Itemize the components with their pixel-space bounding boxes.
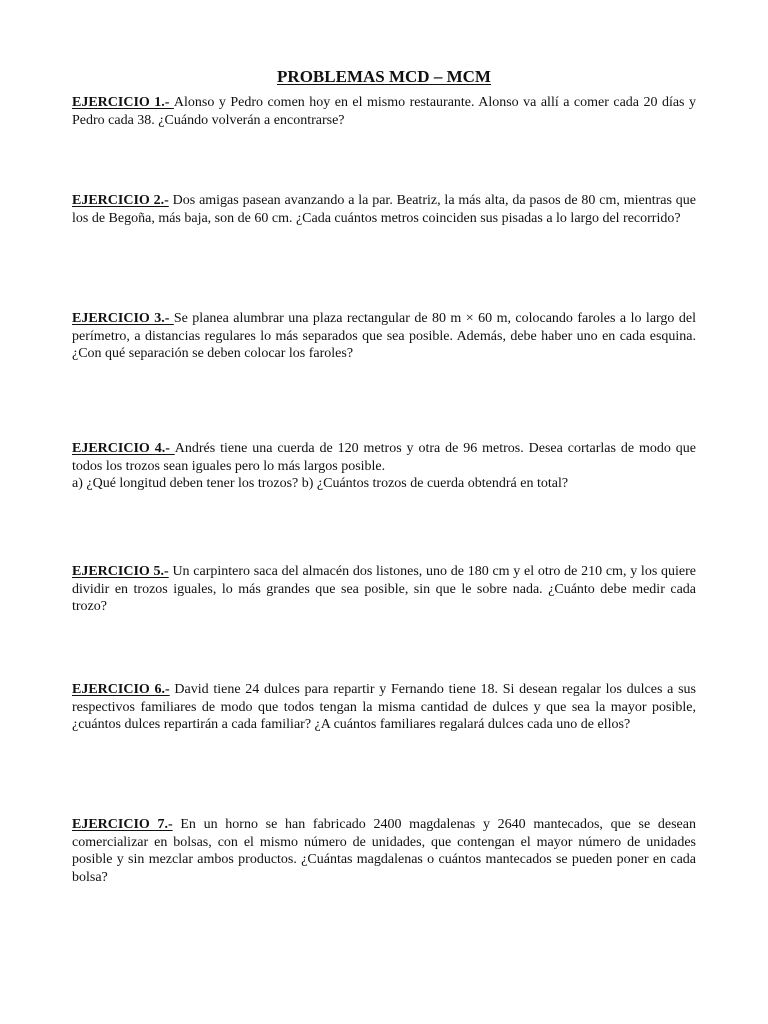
exercise-2-text: Dos amigas pasean avanzando a la par. Beatriz, la más alta, da pasos de 80 cm, mientras que los de Begoña, más baja, son de 60 cm. ¿Cada cuántos metros coinciden sus pisadas a lo largo del recorrido? xyxy=(72,193,696,226)
exercise-1-text: Alonso y Pedro comen hoy en el mismo restaurante. Alonso va allí a comer cada 20 días y Pedro cada 38. ¿Cuándo volverán a encontrarse? xyxy=(72,95,696,128)
page-title: PROBLEMAS MCD – MCM xyxy=(277,67,491,86)
exercise-6-text: David tiene 24 dulces para repartir y Fernando tiene 18. Si desean regalar los dulces a sus respectivos familiares de modo que todos tengan la misma cantidad de dulces y que sea la mayor posible, ¿cuántos dulces repartirán a cada familiar? ¿A cuántos familiares regalará dulces cada uno de ellos? xyxy=(72,682,696,732)
exercise-7 xyxy=(72,816,696,886)
document-page xyxy=(72,66,696,885)
exercise-6-label: EJERCICIO 6.- xyxy=(72,682,170,697)
exercise-3 xyxy=(72,310,696,363)
exercise-5 xyxy=(72,563,696,616)
exercise-1-label: EJERCICIO 1.- xyxy=(72,95,174,110)
exercise-7-label: EJERCICIO 7.- xyxy=(72,817,173,832)
exercise-5-text: Un carpintero saca del almacén dos listones, uno de 180 cm y el otro de 210 cm, y los quiere dividir en trozos iguales, lo más grandes que sea posible, sin que le sobre nada. ¿Cuánto debe medir cada trozo? xyxy=(72,564,696,614)
exercise-2-label: EJERCICIO 2.- xyxy=(72,193,169,208)
exercise-2 xyxy=(72,192,696,227)
exercise-5-label: EJERCICIO 5.- xyxy=(72,564,169,579)
exercise-7-text: En un horno se han fabricado 2400 magdalenas y 2640 mantecados, que se desean comercializar en bolsas, con el mismo número de unidades, que contengan el mayor número de unidades posible y sin mezclar ambos productos. ¿Cuántas magdalenas o cuántos mantecados se pueden poner en cada bolsa? xyxy=(72,817,696,885)
exercise-4-label: EJERCICIO 4.- xyxy=(72,441,175,456)
exercise-4 xyxy=(72,440,696,493)
exercise-3-label: EJERCICIO 3.- xyxy=(72,311,174,326)
exercise-4-text: Andrés tiene una cuerda de 120 metros y otra de 96 metros. Desea cortarlas de modo que todos los trozos sean iguales pero lo más largos posible. xyxy=(72,441,696,474)
exercise-4-questions: a) ¿Qué longitud deben tener los trozos? b) ¿Cuántos trozos de cuerda obtendrá en total? xyxy=(72,476,569,491)
exercise-1 xyxy=(72,94,696,129)
exercise-6 xyxy=(72,681,696,734)
exercise-3-text: Se planea alumbrar una plaza rectangular de 80 m × 60 m, colocando faroles a lo largo del perímetro, a distancias regulares lo más separados que sea posible. Además, debe haber uno en cada esquina. ¿Con qué separación se deben colocar los faroles? xyxy=(72,311,696,361)
